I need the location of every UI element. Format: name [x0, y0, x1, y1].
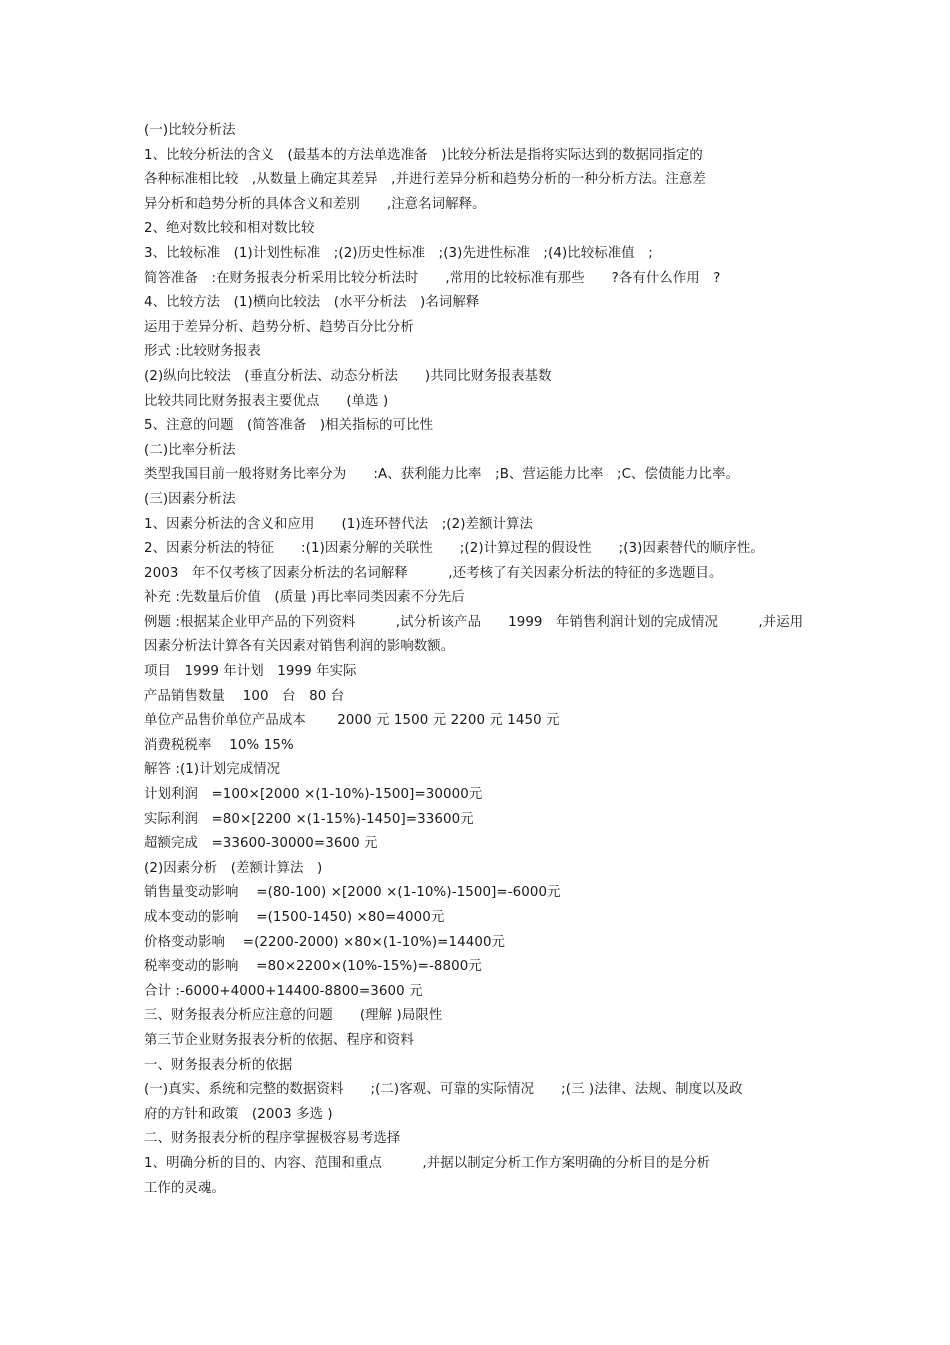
text-line: 2、绝对数比较和相对数比较	[144, 221, 315, 237]
text-line: 比较共同比财务报表主要优点 (单选 )	[144, 393, 389, 409]
formula-line: 实际利润 =80×[2200 ×(1-15%)-1450]=33600元	[144, 811, 474, 827]
data-line: 单位产品售价单位产品成本 2000 元 1500 元 2200 元 1450 元	[144, 713, 560, 729]
formula-line: 税率变动的影响 =80×2200×(10%-15%)=-8800元	[144, 959, 482, 975]
text-line: 二、财务报表分析的程序掌握极容易考选择	[144, 1131, 401, 1147]
formula-line: 成本变动的影响 =(1500-1450) ×80=4000元	[144, 910, 445, 925]
text-line: 补充 :先数量后价值 (质量 )再比率同类因素不分先后	[144, 590, 465, 606]
text-line: 简答准备 :在财务报表分析采用比较分析法时 ,常用的比较标准有那些 ?各有什么作用 ?	[144, 270, 721, 286]
text-line: 一、财务报表分析的依据	[144, 1057, 293, 1073]
text-line: 形式 :比较财务报表	[144, 344, 261, 360]
data-line: 项目 1999 年计划 1999 年实际	[144, 664, 357, 680]
text-line: 三、财务报表分析应注意的问题 (理解 )局限性	[144, 1008, 443, 1024]
section-heading-comparison: (一)比较分析法	[144, 123, 236, 138]
text-line: 府的方针和政策 (2003 多选 )	[144, 1106, 333, 1122]
text-line: 工作的灵魂。	[144, 1180, 225, 1196]
text-line: 1、比较分析法的含义 (最基本的方法单选准备 )比较分析法是指将实际达到的数据同指定的	[144, 147, 703, 163]
text-line: 2、因素分析法的特征 :(1)因素分解的关联性 ;(2)计算过程的假设性 ;(3)因素替代的顺序性。	[144, 541, 764, 557]
data-line: 产品销售数量 100 台 80 台	[144, 688, 345, 704]
document-body	[144, 119, 824, 1201]
text-line: 1、明确分析的目的、内容、范围和重点 ,并据以制定分析工作方案明确的分析目的是分析	[144, 1155, 711, 1171]
example-line: 因素分析法计算各有关因素对销售利润的影响数额。	[144, 639, 455, 655]
text-line: 运用于差异分析、趋势分析、趋势百分比分析	[144, 319, 414, 335]
text-line: 5、注意的问题 (简答准备 )相关指标的可比性	[144, 418, 434, 434]
text-line: 3、比较标准 (1)计划性标准 ;(2)历史性标准 ;(3)先进性标准 ;(4)比较标准值 ;	[144, 245, 653, 261]
formula-line: 价格变动影响 =(2200-2000) ×80×(1-10%)=14400元	[144, 934, 506, 950]
text-line: (一)真实、系统和完整的数据资料 ;(二)客观、可靠的实际情况 ;(三 )法律、法规、制度以及政	[144, 1082, 743, 1098]
text-line: 1、因素分析法的含义和应用 (1)连环替代法 ;(2)差额计算法	[144, 516, 534, 532]
text-line: 2003 年不仅考核了因素分析法的名词解释 ,还考核了有关因素分析法的特征的多选题目。	[144, 565, 723, 581]
text-line: 类型我国目前一般将财务比率分为 :A、获利能力比率 ;B、营运能力比率 ;C、偿债能力比率。	[144, 467, 739, 483]
formula-line: 计划利润 =100×[2000 ×(1-10%)-1500]=30000元	[144, 787, 483, 803]
text-line: 4、比较方法 (1)横向比较法 (水平分析法 )名词解释	[144, 295, 480, 311]
text-line: 异分析和趋势分析的具体含义和差别 ,注意名词解释。	[144, 196, 486, 212]
formula-line: 合计 :-6000+4000+14400-8800=3600 元	[144, 983, 423, 999]
text-line: (2)纵向比较法 (垂直分析法、动态分析法 )共同比财务报表基数	[144, 368, 552, 384]
section-heading-ratio: (二)比率分析法	[144, 442, 236, 458]
text-line: 各种标准相比较 ,从数量上确定其差异 ,并进行差异分析和趋势分析的一种分析方法。注意差	[144, 172, 706, 188]
formula-line: 超额完成 =33600-30000=3600 元	[144, 836, 378, 852]
section-heading-factor: (三)因素分析法	[144, 491, 236, 507]
answer-line: (2)因素分析 (差额计算法 )	[144, 860, 323, 876]
data-line: 消费税税率 10% 15%	[144, 737, 294, 753]
formula-line: 销售量变动影响 =(80-100) ×[2000 ×(1-10%)-1500]=-6000元	[144, 885, 561, 901]
answer-line: 解答 :(1)计划完成情况	[144, 762, 281, 778]
section-heading-basis: 第三节企业财务报表分析的依据、程序和资料	[144, 1032, 414, 1048]
example-line: 例题 :根据某企业甲产品的下列资料 ,试分析该产品 1999 年销售利润计划的完成情况 ,并运用	[144, 614, 804, 630]
